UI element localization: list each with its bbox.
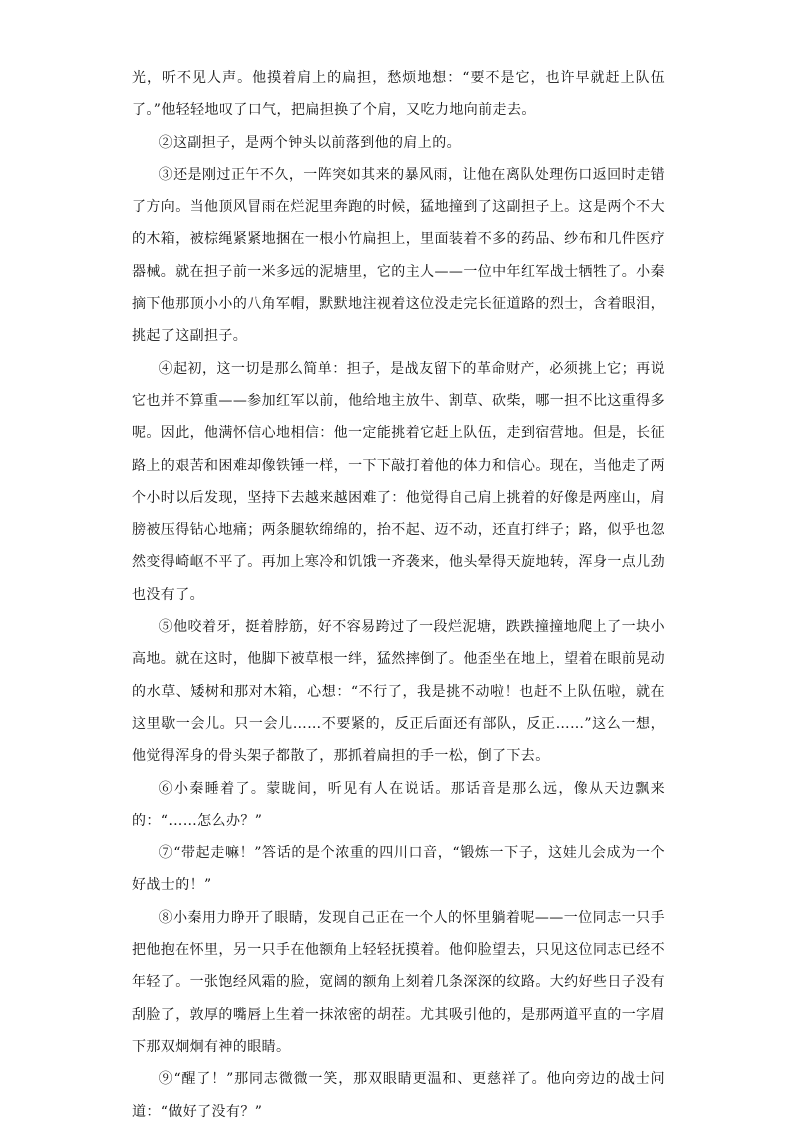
paragraph-8: ⑧小秦用力睁开了眼睛，发现自己正在一个人的怀里躺着呢——一位同志一只手把他抱在怀里，另一只手在他额角上轻轻抚摸着。他仰脸望去，只见这位同志已经不年轻了。一张饱经风霜的脸，宽阔的额角上刻着几条深深的纹路。大约好些日子没有刮脸了，敦厚的嘴唇上生着一抹浓密的胡茬。尤其吸引他的，是那两道平直的一字眉下那双炯炯有神的眼睛。 [132,909,665,1055]
paragraph-5: ⑤他咬着牙，挺着脖筋，好不容易跨过了一段烂泥塘，跌跌撞撞地爬上了一块小高地。就在这时，他脚下被草根一绊，猛然摔倒了。他歪坐在地上，望着在眼前晃动的水草、矮树和那对木箱，心想：“不行了，我是挑不动啦！也赶不上队伍啦，就在这里歇一会儿。只一会儿……不要紧的，反正后面还有部队，反正……”这么一想，他觉得浑身的骨头架子都散了，那抓着扁担的手一松，倒了下去。 [132,619,665,765]
article-body [132,62,665,1128]
paragraph-continued: 光，听不见人声。他摸着肩上的扁担，愁烦地想：“要不是它，也许早就赶上队伍了。”他轻轻地叹了口气，把扁担换了个肩，又吃力地向前走去。 [132,70,665,119]
paragraph-9: ⑨“醒了！”那同志微微一笑，那双眼睛更温和、更慈祥了。他向旁边的战士问道：“做好了没有？” [132,1071,665,1120]
paragraph-4: ④起初，这一切是那么简单：担子，是战友留下的革命财产，必须挑上它；再说它也并不算重——参加红军以前，他给地主放牛、割草、砍柴，哪一担不比这重得多呢。因此，他满怀信心地相信：他一定能挑着它赶上队伍，走到宿营地。但是，长征路上的艰苦和困难却像铁锤一样，一下下敲打着他的体力和信心。现在，当他走了两个小时以后发现，坚持下去越来越困难了：他觉得自己肩上挑着的好像是两座山，肩膀被压得钻心地痛；两条腿软绵绵的，抬不起、迈不动，还直打绊子；路，似乎也忽然变得崎岖不平了。再加上寒冷和饥饿一齐袭来，他头晕得天旋地转，浑身一点儿劲也没有了。 [132,360,665,603]
paragraph-6: ⑥小秦睡着了。蒙眬间，听见有人在说话。那话音是那么远，像从天边飘来的：“……怎么办？” [132,780,665,829]
paragraph-2: ②这副担子，是两个钟头以前落到他的肩上的。 [158,134,461,151]
paragraph-7: ⑦“带起走嘛！”答话的是个浓重的四川口音，“锻炼一下子，这娃儿会成为一个好战士的！” [132,845,665,894]
paragraph-3: ③还是刚过正午不久，一阵突如其来的暴风雨，让他在离队处理伤口返回时走错了方向。当他顶风冒雨在烂泥里奔跑的时候，猛地撞到了这副担子上。这是两个不大的木箱，被棕绳紧紧地捆在一根小竹扁担上，里面装着不多的药品、纱布和几件医疗器械。就在担子前一米多远的泥塘里，它的主人——一位中年红军战士牺牲了。小秦摘下他那顶小小的八角军帽，默默地注视着这位没走完长征道路的烈士，含着眼泪，挑起了这副担子。 [132,166,665,345]
